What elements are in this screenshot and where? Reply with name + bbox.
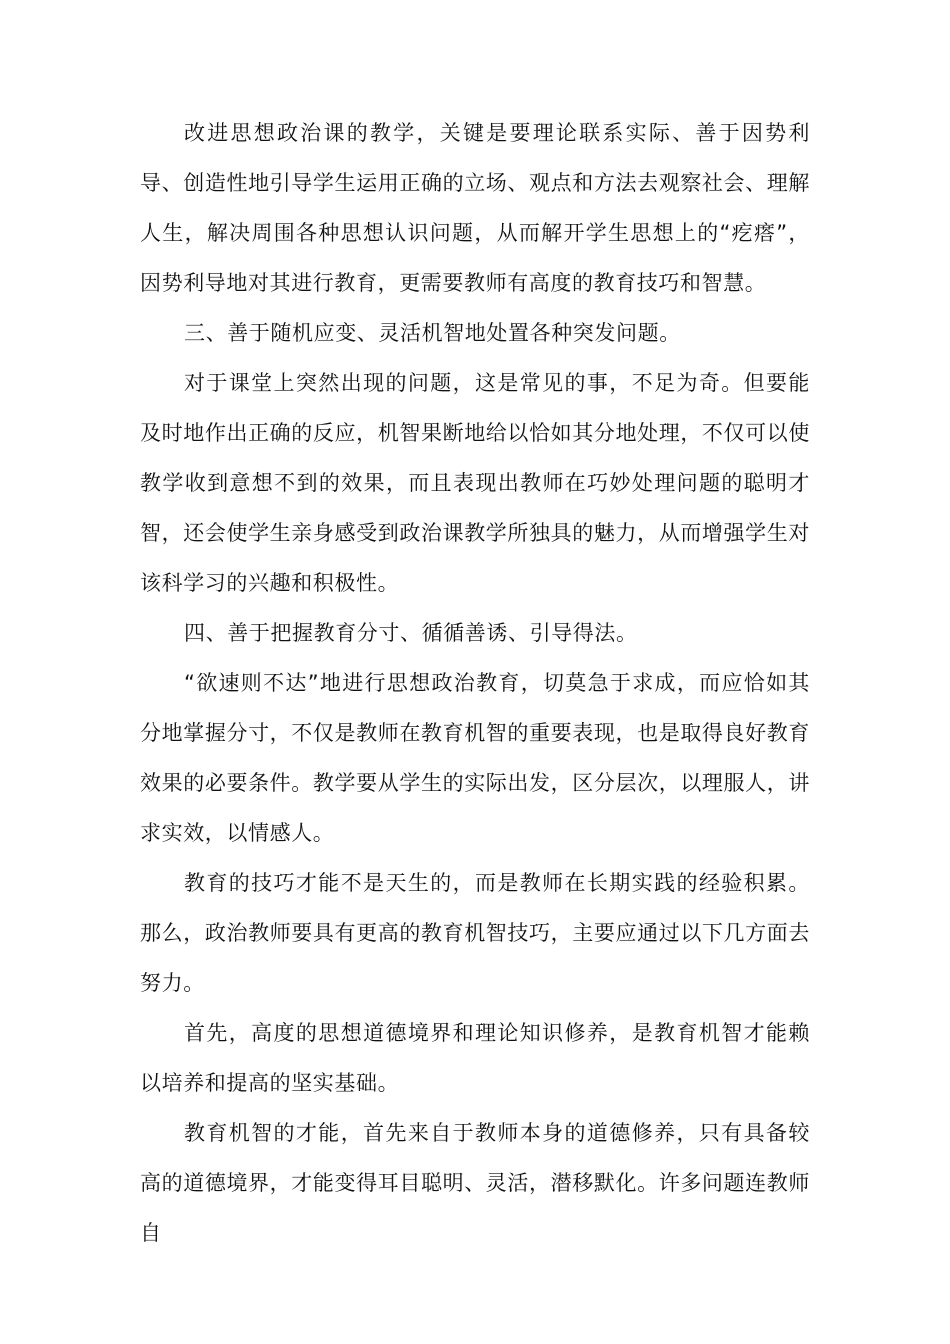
paragraph: “欲速则不达”地进行思想政治教育，切莫急于求成，而应恰如其分地掌握分寸，不仅是教师在教育机智的重要表现，也是取得良好教育效果的必要条件。教学要从学生的实际出发，区分层次，以理服人，讲求实效，以情感人。 (140, 671, 810, 845)
paragraph: 教育机智的才能，首先来自于教师本身的道德修养，只有具备较高的道德境界，才能变得耳目聪明、灵活，潜移默化。许多问题连教师自 (140, 1121, 810, 1245)
paragraph: 改进思想政治课的教学，关键是要理论联系实际、善于因势利导、创造性地引导学生运用正确的立场、观点和方法去观察社会、理解人生，解决周围各种思想认识问题，从而解开学生思想上的“疙瘩”，因势利导地对其进行教育，更需要教师有高度的教育技巧和智慧。 (140, 121, 810, 295)
paragraph: 教育的技巧才能不是天生的，而是教师在长期实践的经验积累。那么，政治教师要具有更高的教育机智技巧，主要应通过以下几方面去努力。 (140, 871, 810, 995)
paragraph: 对于课堂上突然出现的问题，这是常见的事，不足为奇。但要能及时地作出正确的反应，机智果断地给以恰如其分地处理，不仅可以使教学收到意想不到的效果，而且表现出教师在巧妙处理问题的聪明才智，还会使学生亲身感受到政治课教学所独具的魅力，从而增强学生对该科学习的兴趣和积极性。 (140, 371, 810, 595)
document-body (140, 108, 810, 1258)
paragraph: 首先，高度的思想道德境界和理论知识修养，是教育机智才能赖以培养和提高的坚实基础。 (140, 1021, 810, 1095)
section-heading: 三、善于随机应变、灵活机智地处置各种突发问题。 (184, 321, 681, 345)
section-heading: 四、善于把握教育分寸、循循善诱、引导得法。 (184, 621, 638, 645)
